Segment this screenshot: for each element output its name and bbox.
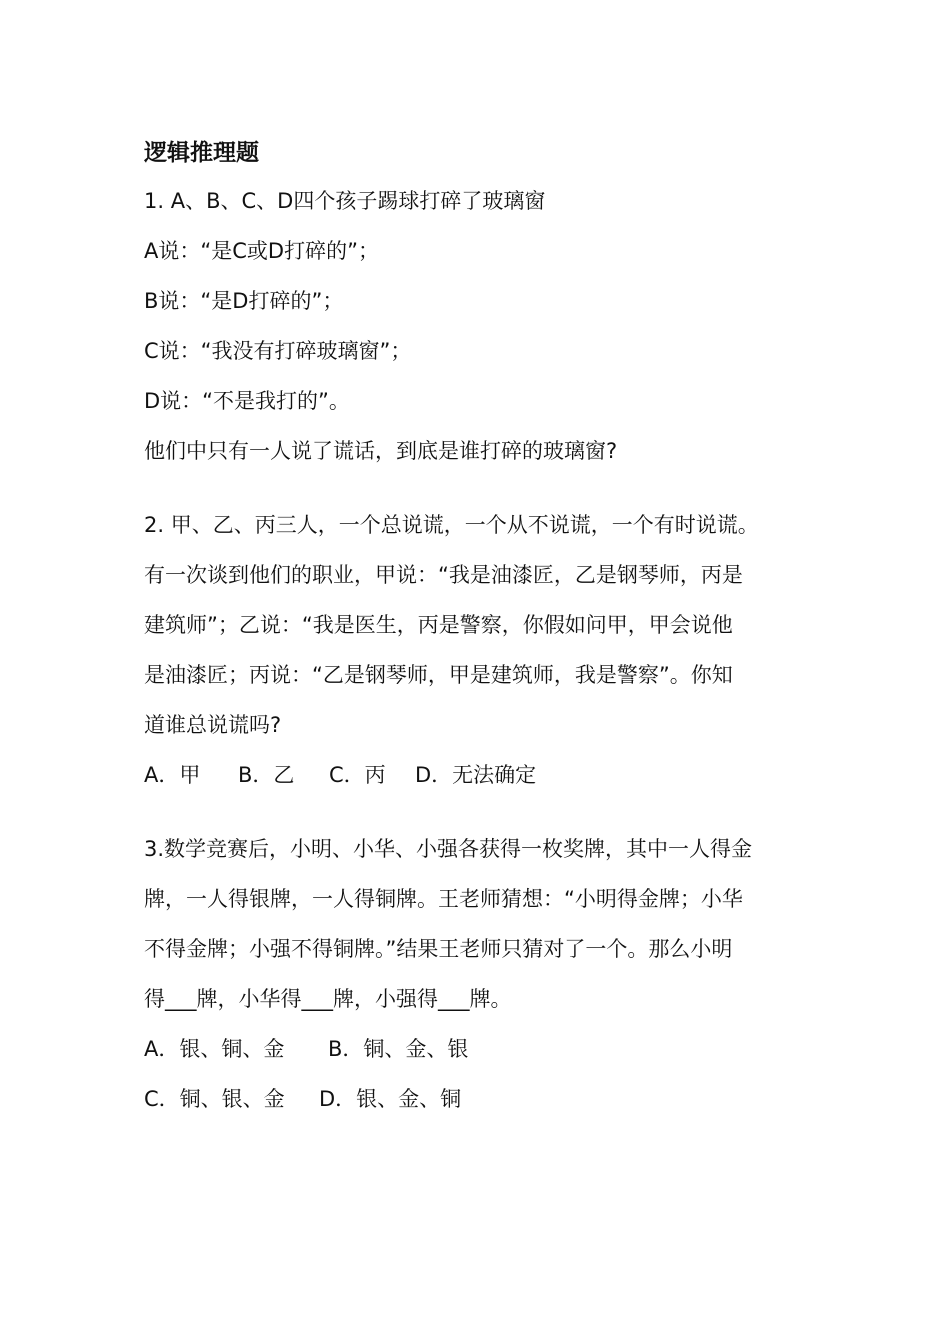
statement-a: A说：“是C或D打碎的”； [144, 239, 379, 263]
statement-b: B说：“是D打碎的”； [144, 289, 344, 313]
question-2 [144, 500, 804, 800]
question-1-stem: 1. A、B、C、D四个孩子踢球打碎了玻璃窗 [144, 189, 546, 213]
option-b: B．铜、金、银 [328, 1037, 469, 1061]
spacer [144, 800, 804, 824]
question-3 [144, 824, 804, 1124]
question-1-prompt: 他们中只有一人说了谎话，到底是谁打碎的玻璃窗? [144, 439, 618, 463]
question-3-options-row-1 [144, 1024, 804, 1074]
question-3-options-row-2 [144, 1074, 804, 1124]
option-a: A．甲 [144, 763, 201, 787]
option-c: C．铜、银、金 [144, 1087, 285, 1111]
option-d: D．银、金、铜 [319, 1087, 462, 1111]
question-2-line: 有一次谈到他们的职业，甲说：“我是油漆匠，乙是钢琴师，丙是 [144, 563, 743, 587]
question-2-line: 是油漆匠；丙说：“乙是钢琴师，甲是建筑师，我是警察”。你知 [144, 663, 733, 687]
question-2-line: 建筑师”；乙说：“我是医生，丙是警察，你假如问甲，甲会说他 [144, 613, 733, 637]
question-1 [144, 176, 804, 476]
statement-d: D说：“不是我打的”。 [144, 389, 350, 413]
question-3-line: 不得金牌；小强不得铜牌。”结果王老师只猜对了一个。那么小明 [144, 937, 733, 961]
document-page [144, 130, 804, 1124]
question-2-options [144, 750, 804, 800]
spacer [144, 476, 804, 500]
question-2-line: 道谁总说谎吗? [144, 713, 282, 737]
question-3-line: 得___牌，小华得___牌，小强得___牌。 [144, 987, 512, 1011]
option-d: D．无法确定 [415, 763, 537, 787]
option-a: A．银、铜、金 [144, 1037, 285, 1061]
question-2-line: 2. 甲、乙、丙三人，一个总说谎，一个从不说谎，一个有时说谎。 [144, 513, 759, 537]
option-b: B．乙 [238, 763, 295, 787]
option-c: C．丙 [329, 763, 386, 787]
question-3-line: 3.数学竞赛后，小明、小华、小强各获得一枚奖牌，其中一人得金 [144, 837, 753, 861]
question-3-line: 牌，一人得银牌，一人得铜牌。王老师猜想：“小明得金牌；小华 [144, 887, 743, 911]
page-title: 逻辑推理题 [144, 140, 259, 166]
statement-c: C说：“我没有打碎玻璃窗”； [144, 339, 412, 363]
